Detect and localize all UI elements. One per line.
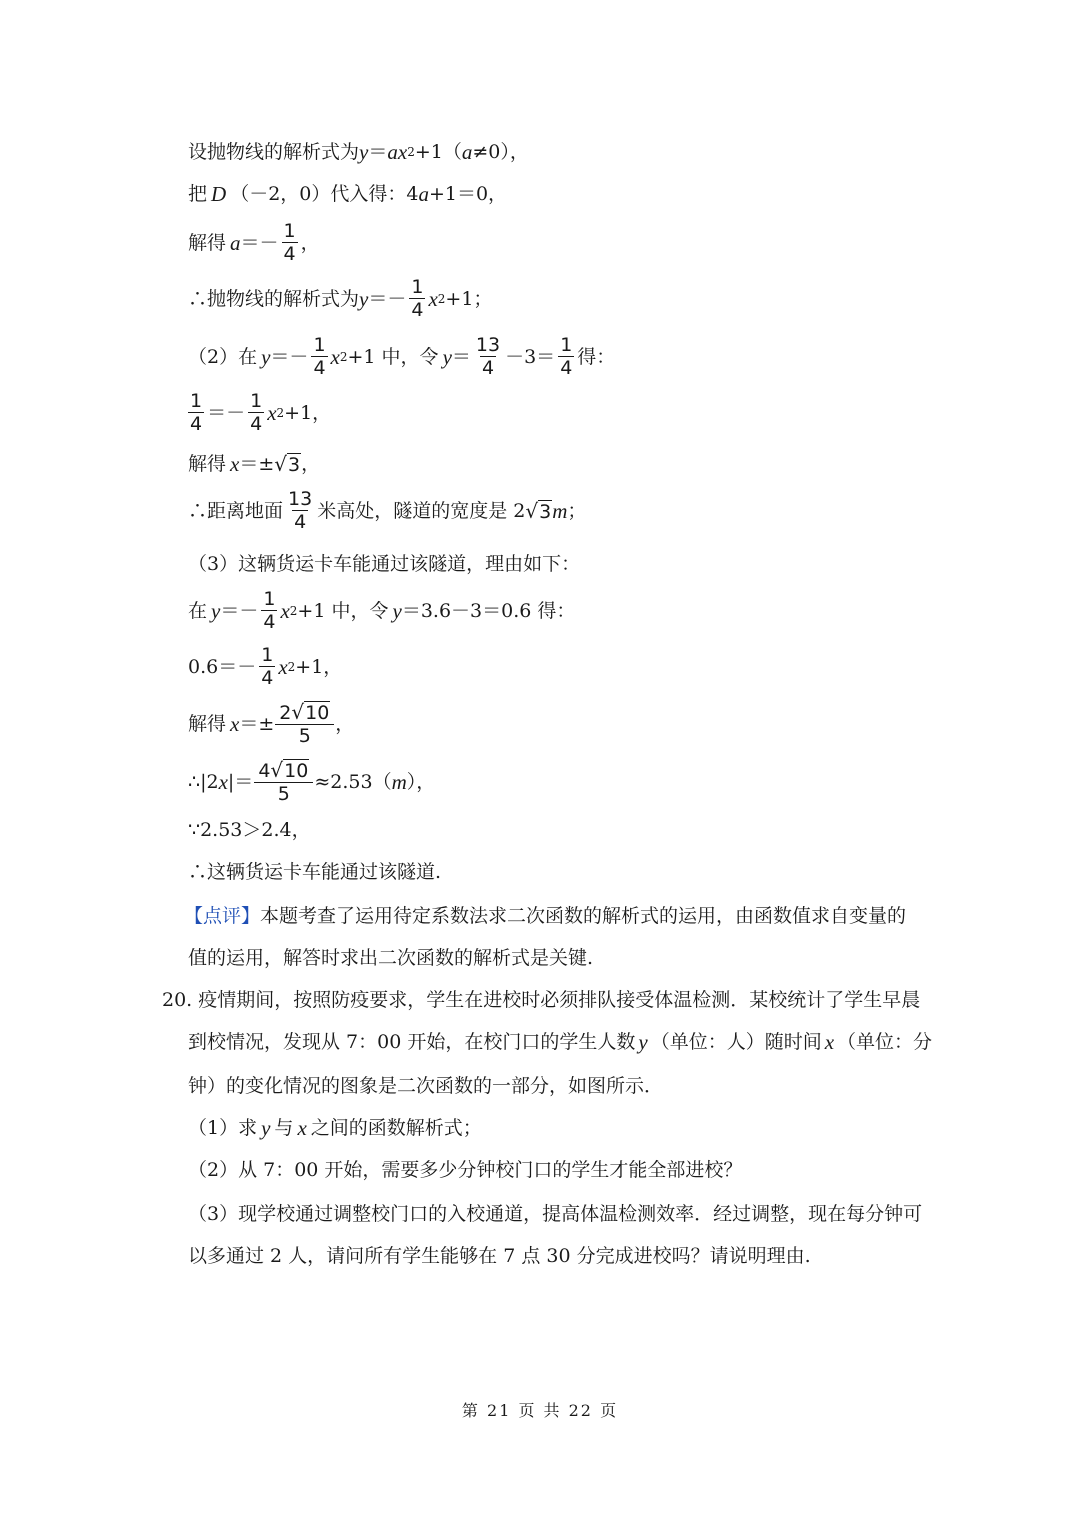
var-y: y bbox=[211, 598, 221, 623]
solution-line-1: 设抛物线的解析式为 y ＝ ax 2 +1（ a ≠0）， bbox=[188, 140, 529, 164]
text: ＝－ bbox=[368, 287, 407, 310]
problem-20-line-2 bbox=[188, 1030, 932, 1054]
var-y: y bbox=[359, 140, 369, 164]
text: ＝ bbox=[368, 141, 388, 163]
text: +1（ bbox=[414, 141, 462, 163]
fraction: 2 √ 10 5 bbox=[277, 700, 332, 747]
text: ＝－ bbox=[220, 599, 259, 622]
unit-m: m bbox=[552, 498, 568, 523]
text: －3＝ bbox=[505, 345, 556, 368]
sqrt: √ 10 bbox=[291, 700, 330, 724]
text: +1， bbox=[284, 401, 332, 424]
var-x: x bbox=[280, 598, 290, 623]
solution-line-13 bbox=[188, 758, 435, 805]
text: ， bbox=[301, 453, 321, 475]
fraction: $\frac{1}{4}$ bbox=[261, 644, 274, 689]
solution-line-11: 0.6＝－ $\frac{1}{4}$ x 2 +1， bbox=[188, 644, 343, 689]
fraction: $\frac{13}{4}$ bbox=[475, 334, 501, 379]
text: ＝± bbox=[239, 712, 275, 735]
var-x: x bbox=[278, 654, 288, 679]
text: ； bbox=[567, 499, 587, 522]
text: ＝± bbox=[239, 453, 275, 475]
text: 解得 bbox=[188, 453, 227, 475]
text: 把 bbox=[188, 183, 208, 205]
unit-m: m bbox=[391, 769, 407, 794]
solution-line-15 bbox=[188, 860, 441, 884]
text: （－2，0）代入得：4 bbox=[230, 183, 419, 205]
var-x: x bbox=[230, 711, 240, 736]
text: 米高处，隧道的宽度是 2 bbox=[317, 499, 526, 522]
text: 钟）的变化情况的图象是二次函数的一部分，如图所示． bbox=[188, 1075, 664, 1097]
fraction: $\frac{1}{4}$ bbox=[283, 220, 296, 265]
text: ＝3.6－3＝0.6 得： bbox=[401, 599, 576, 622]
var-y: y bbox=[442, 344, 452, 369]
var-x: x bbox=[297, 1116, 307, 1140]
text: 之间的函数解析式； bbox=[310, 1117, 482, 1139]
var-y: y bbox=[392, 598, 402, 623]
problem-20-q1 bbox=[188, 1116, 482, 1140]
fraction: $\frac{1}{4}$ bbox=[190, 390, 203, 435]
var-y: y bbox=[359, 286, 369, 311]
sqrt: √ 3 bbox=[525, 498, 552, 523]
text: +1， bbox=[295, 655, 343, 678]
text: ＝－ bbox=[240, 231, 279, 254]
text: +1 中，令 bbox=[297, 599, 389, 622]
fraction: 4 √ 10 5 bbox=[256, 758, 311, 805]
solution-line-8 bbox=[188, 488, 586, 533]
text: （3）这辆货运卡车能通过该隧道，理由如下： bbox=[188, 553, 581, 575]
text: 0.6＝－ bbox=[188, 655, 257, 678]
text: ≠0）， bbox=[472, 141, 529, 163]
var-y: y bbox=[261, 1116, 271, 1140]
sqrt: √ 10 bbox=[270, 758, 309, 782]
text: 疫情期间，按照防疫要求，学生在进校时必须排队接受体温检测．某校统计了学生早晨 bbox=[198, 989, 921, 1011]
fraction: $\frac{1}{4}$ bbox=[263, 588, 276, 633]
var-a: a bbox=[418, 182, 429, 206]
var-x: x bbox=[267, 400, 277, 425]
problem-20-q3-line-2 bbox=[188, 1244, 811, 1268]
text: ＝ bbox=[451, 345, 471, 368]
fraction: $\frac{13}{4}$ bbox=[288, 488, 313, 533]
text: （2）在 bbox=[188, 345, 258, 368]
text: 设抛物线的解析式为 bbox=[188, 141, 360, 163]
var-y: y bbox=[638, 1030, 648, 1054]
text: 在 bbox=[188, 599, 208, 622]
text: ）， bbox=[406, 770, 436, 793]
solution-line-14 bbox=[188, 818, 311, 842]
solution-line-2 bbox=[188, 182, 507, 206]
problem-20-line-3 bbox=[188, 1074, 663, 1098]
text: ＝－ bbox=[207, 401, 246, 424]
text: ＝－ bbox=[270, 345, 309, 368]
comment-line-1 bbox=[184, 904, 906, 928]
solution-line-6: $\frac{1}{4}$ ＝－ $\frac{1}{4}$ x 2 +1， bbox=[190, 390, 332, 435]
text: 与 bbox=[274, 1117, 294, 1139]
text: （单位：人）随时间 bbox=[650, 1031, 822, 1053]
comment-line-2 bbox=[188, 946, 593, 970]
fraction: $\frac{1}{4}$ bbox=[560, 334, 573, 379]
fraction: $\frac{1}{4}$ bbox=[250, 390, 263, 435]
text: +1； bbox=[445, 287, 493, 310]
text: （1）求 bbox=[188, 1117, 258, 1139]
var-y: y bbox=[261, 344, 271, 369]
fraction: $\frac{1}{4}$ bbox=[313, 334, 326, 379]
text: ∴|2 bbox=[188, 770, 219, 793]
solution-line-9 bbox=[188, 552, 580, 576]
fraction: $\frac{1}{4}$ bbox=[411, 276, 424, 321]
text: +1 中，令 bbox=[347, 345, 439, 368]
text: ， bbox=[300, 231, 320, 254]
text: （2）从 7：00 开始，需要多少分钟校门口的学生才能全部进校？ bbox=[188, 1159, 743, 1181]
text: 解得 bbox=[188, 231, 227, 254]
solution-line-12 bbox=[188, 700, 354, 747]
text: 到校情况，发现从 7：00 开始，在校门口的学生人数 bbox=[188, 1031, 636, 1053]
text: 解得 bbox=[188, 712, 227, 735]
comment-tag: 【点评】 bbox=[184, 905, 261, 927]
sqrt: √ 3 bbox=[274, 452, 301, 476]
text: 值的运用，解答时求出二次函数的解析式是关键. bbox=[188, 947, 594, 969]
var-a: a bbox=[230, 230, 241, 255]
problem-20-q3-line-1 bbox=[188, 1202, 922, 1226]
text: ∵2.53＞2.4， bbox=[188, 819, 311, 841]
var-x: x bbox=[230, 452, 240, 476]
text: |＝ bbox=[227, 770, 254, 793]
var-a: a bbox=[461, 140, 473, 164]
text: ≈2.53（ bbox=[314, 770, 392, 793]
text: 得： bbox=[577, 345, 616, 368]
text: ∴这辆货运卡车能通过该隧道. bbox=[188, 861, 442, 883]
solution-line-3 bbox=[188, 220, 320, 265]
text: 本题考查了运用待定系数法求二次函数的解析式的运用，由函数值求自变量的 bbox=[260, 905, 907, 927]
text: （3）现学校通过调整校门口的入校通道，提高体温检测效率．经过调整，现在每分钟可 bbox=[188, 1203, 923, 1225]
var-x: x bbox=[824, 1030, 835, 1054]
solution-line-10: 在 y ＝－ $\frac{1}{4}$ x 2 +1 中，令 y ＝3.6－3＝0.6 得： bbox=[188, 588, 576, 633]
text: ∴距离地面 bbox=[188, 499, 284, 522]
page-footer: 第 21 页 共 22 页 bbox=[461, 1401, 619, 1420]
solution-line-5: （2）在 y ＝－ $\frac{1}{4}$ x 2 +1 中，令 y ＝ $\frac{13}{4}$ －3＝ $\frac{1}{4}$ 得： bbox=[188, 334, 616, 379]
text: +1＝0， bbox=[428, 183, 508, 205]
problem-20-q2 bbox=[188, 1158, 742, 1182]
var-x: x bbox=[218, 769, 228, 794]
var-ax: ax bbox=[387, 140, 408, 164]
solution-line-4: ∴抛物线的解析式为 y ＝－ $\frac{1}{4}$ x 2 +1； bbox=[188, 276, 493, 321]
var-x: x bbox=[330, 344, 340, 369]
problem-number: 20. bbox=[162, 989, 193, 1011]
solution-line-7 bbox=[188, 452, 320, 476]
var-D: D bbox=[211, 182, 227, 206]
text: ， bbox=[335, 712, 355, 735]
text: ∴抛物线的解析式为 bbox=[188, 287, 360, 310]
var-x: x bbox=[428, 286, 438, 311]
text: 以多通过 2 人，请问所有学生能够在 7 点 30 分完成进校吗？请说明理由. bbox=[188, 1245, 811, 1267]
text: （单位：分 bbox=[837, 1031, 933, 1053]
problem-20-line-1 bbox=[162, 988, 920, 1012]
